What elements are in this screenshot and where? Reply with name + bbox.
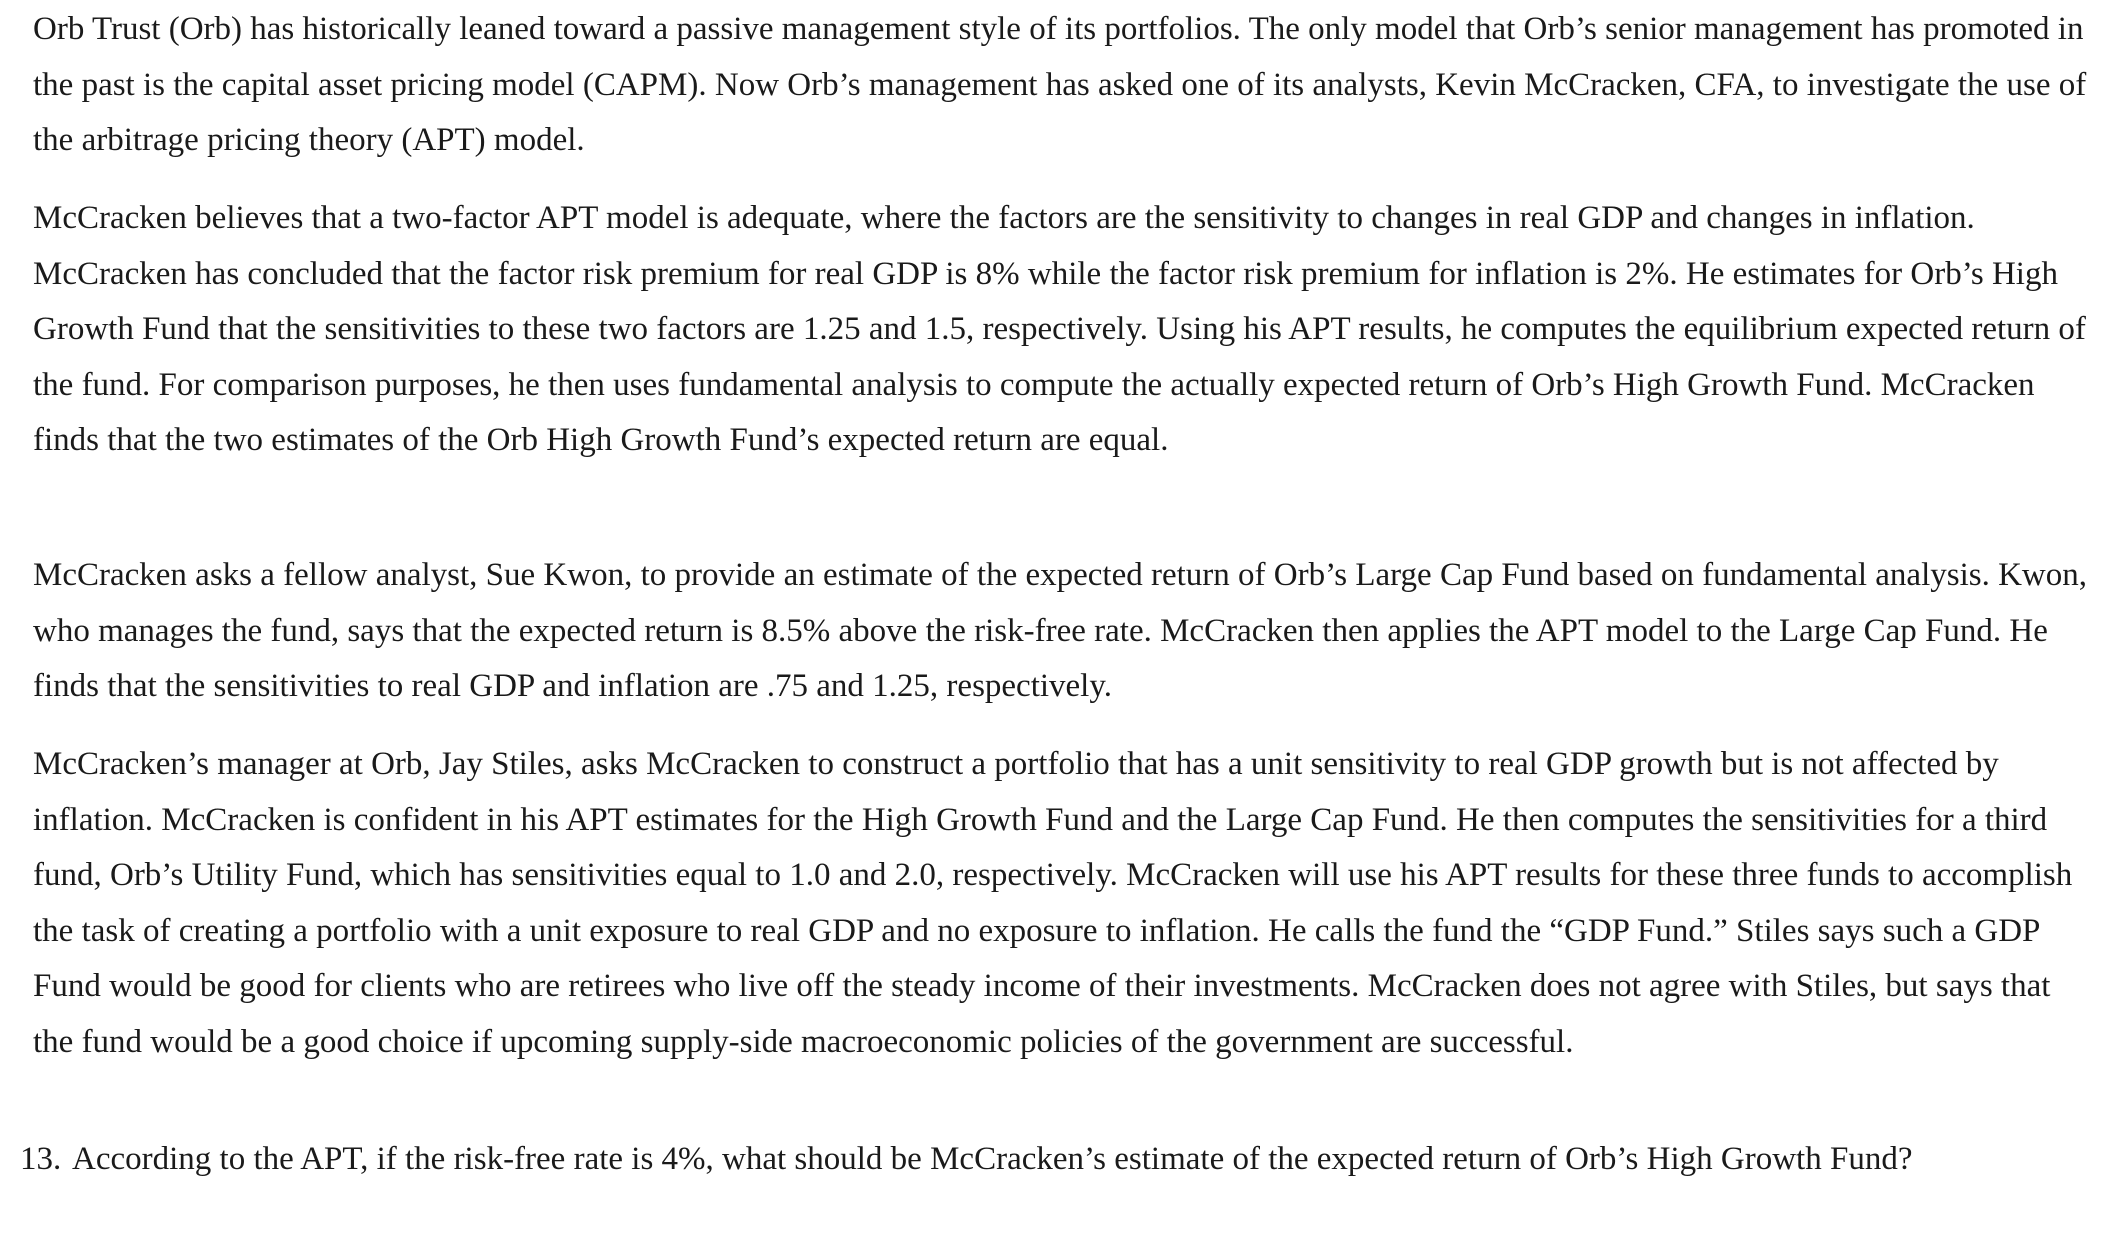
paragraph-gdp-fund: McCracken’s manager at Orb, Jay Stiles, asks McCracken to construct a portfolio that has a unit sensitivity to real GDP growth but is not affected by inflation. McCracken is confident in his APT estimates for the High Growth Fund and the Large Cap Fund. He then computes the sensitivities for a third fund, Orb’s Utility Fund, which has sensitivities equal to 1.0 and 2.0, respectively. McCracken will use his APT results for these three funds to accomplish the task of creating a portfolio with a unit exposure to real GDP and no exposure to inflation. He calls the fund the “GDP Fund.” Stiles says such a GDP Fund would be good for clients who are retirees who live off the steady income of their investments. McCracken does not agree with Stiles, but says that the fund would be a good choice if upcoming supply-side macroeconomic policies of the government are successful. [33,746,2073,1060]
paragraph-intro: Orb Trust (Orb) has historically leaned toward a passive management style of its portfolios. The only model that Orb’s senior management has promoted in the past is the capital asset pricing model (CAPM). Now Orb’s management has asked one of its analysts, Kevin McCracken, CFA, to investigate the use of the arbitrage pricing theory (APT) model. [33,11,2087,158]
question-item [20,1132,2090,1188]
paragraph-apt-model: McCracken believes that a two-factor APT model is adequate, where the factors are the sensitivity to changes in real GDP and changes in inflation. McCracken has concluded that the factor risk premium for real GDP is 8% while the factor risk premium for inflation is 2%. He estimates for Orb’s High Growth Fund that the sensitivities to these two factors are 1.25 and 1.5, respectively. Using his APT results, he computes the equilibrium expected return of the fund. For comparison purposes, he then uses fundamental analysis to compute the actually expected return of Orb’s High Growth Fund. McCracken finds that the two estimates of the Orb High Growth Fund’s expected return are equal. [33,200,2086,458]
question-number: 13. [20,1141,62,1177]
question-text: According to the APT, if the risk-free rate is 4%, what should be McCracken’s estimate of the expected return of Orb’s High Growth Fund? [72,1141,1913,1177]
paragraph-large-cap: McCracken asks a fellow analyst, Sue Kwon, to provide an estimate of the expected return of Orb’s Large Cap Fund based on fundamental analysis. Kwon, who manages the fund, says that the expected return is 8.5% above the risk-free rate. McCracken then applies the APT model to the Large Cap Fund. He finds that the sensitivities to real GDP and inflation are .75 and 1.25, respectively. [33,557,2088,704]
